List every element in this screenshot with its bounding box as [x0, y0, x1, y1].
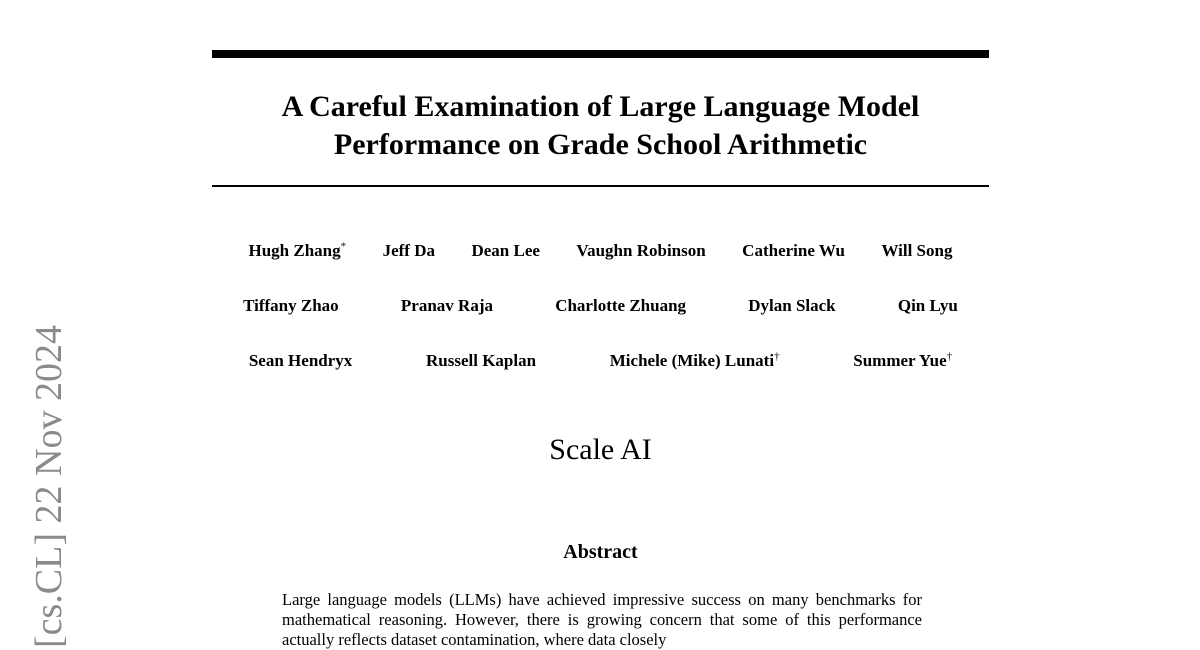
author-row-2: [212, 296, 989, 316]
title-bottom-rule: [212, 185, 989, 187]
author: Tiffany Zhao: [243, 296, 339, 315]
author: Vaughn Robinson: [576, 241, 706, 260]
author: Charlotte Zhuang: [555, 296, 687, 315]
author-row-1: [212, 241, 989, 261]
author: Sean Hendryx: [248, 351, 353, 370]
abstract-text: Large language models (LLMs) have achieved impressive success on many benchmarks for mathematical reasoning. However, there is growing concern that some of this performance actually reflects dataset contamination, where data closely: [282, 590, 922, 649]
author: Dean Lee: [471, 241, 540, 260]
author: Pranav Raja: [400, 296, 493, 315]
paper-title: A Careful Examination of Large Language Model Performance on Grade School Arithmetic: [281, 90, 920, 161]
arxiv-side-stamp: [cs.CL] 22 Nov 2024: [28, 325, 70, 648]
author: Hugh Zhang*: [248, 240, 347, 260]
author: Russell Kaplan: [425, 351, 537, 370]
affiliation: Scale AI: [549, 433, 652, 466]
author: Dylan Slack: [748, 296, 836, 315]
author: Catherine Wu: [742, 241, 845, 260]
author: Will Song: [881, 241, 953, 260]
title-top-rule: [212, 50, 989, 58]
author: Qin Lyu: [897, 296, 958, 315]
abstract-heading: Abstract: [563, 541, 638, 563]
author: Jeff Da: [382, 241, 435, 260]
author: Summer Yue†: [853, 350, 953, 370]
author-row-3: [212, 351, 989, 371]
author: Michele (Mike) Lunati†: [609, 350, 780, 370]
